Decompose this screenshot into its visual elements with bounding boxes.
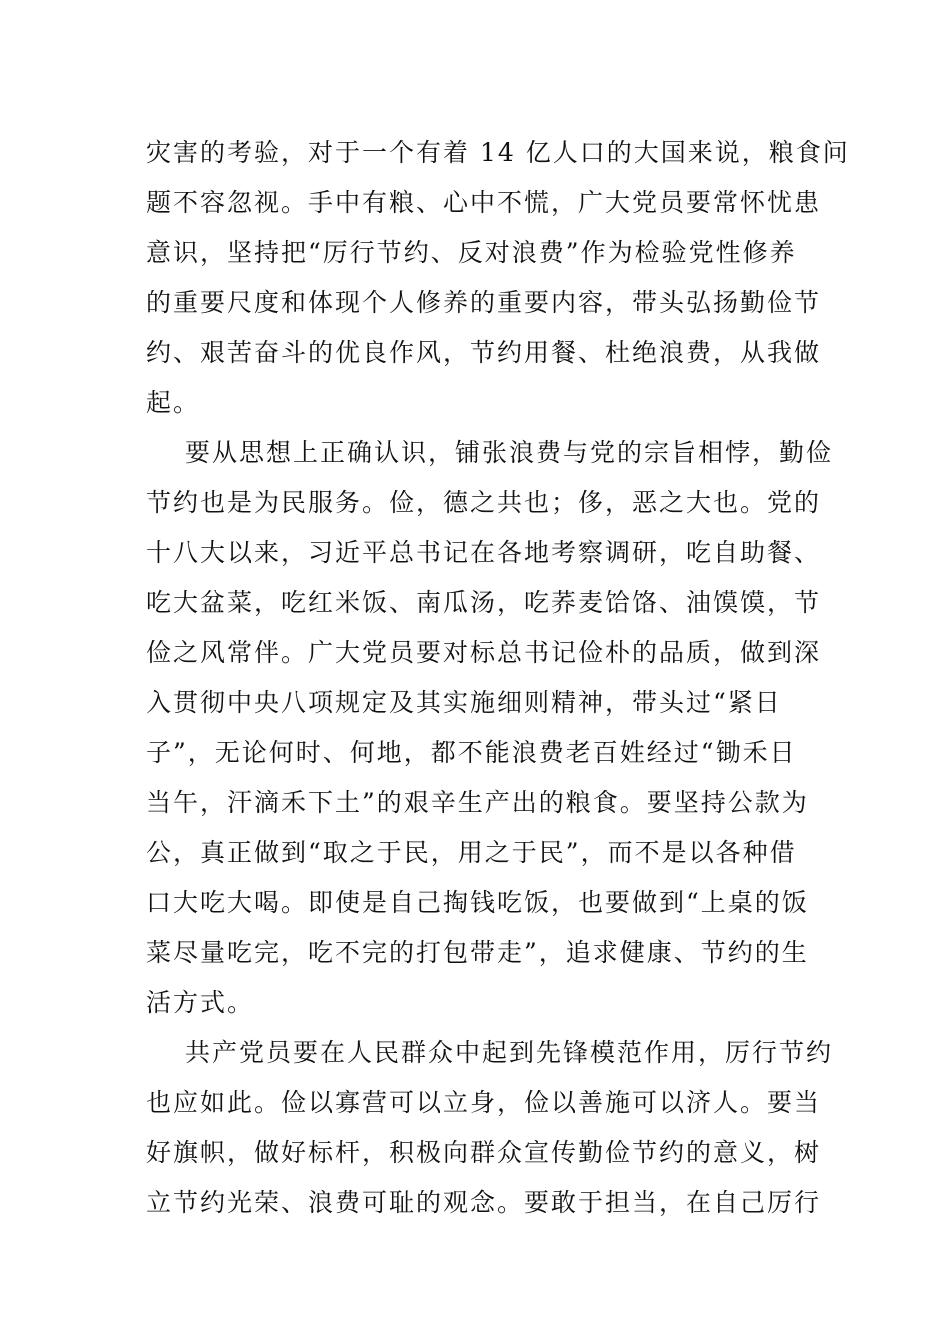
paragraph-line: 灾害的考验，对于一个有着 14 亿人口的大国来说，粮食问 [146, 138, 850, 167]
paragraph-line: 菜尽量吃完，吃不完的打包带走”，追求健康、节约的生 [146, 938, 809, 967]
paragraph-line: 好旗帜，做好标杆，积极向群众宣传勤俭节约的意义，树 [146, 1138, 822, 1167]
paragraph-line: 立节约光荣、浪费可耻的观念。要敢于担当，在自己厉行 [146, 1188, 822, 1217]
paragraph-line: 也应如此。俭以寡营可以立身，俭以善施可以济人。要当 [146, 1088, 822, 1117]
paragraph-line: 十八大以来，习近平总书记在各地考察调研，吃自助餐、 [146, 538, 822, 567]
paragraph-2 [146, 428, 834, 1028]
paragraph-line: 节约也是为民服务。俭，德之共也；侈，恶之大也。党的 [146, 488, 822, 517]
paragraph-3 [146, 1028, 834, 1228]
paragraph-line: 吃大盆菜，吃红米饭、南瓜汤，吃荞麦饸饹、油馍馍，节 [146, 588, 822, 617]
paragraph-line: 口大吃大喝。即使是自己掏钱吃饭，也要做到“上桌的饭 [146, 888, 809, 917]
paragraph-line: 子”，无论何时、何地，都不能浪费老百姓经过“锄禾日 [146, 738, 797, 767]
paragraph-line: 意识，坚持把“厉行节约、反对浪费”作为检验党性修养 [146, 238, 797, 267]
paragraph-line: 俭之风常伴。广大党员要对标总书记俭朴的品质，做到深 [146, 638, 822, 667]
paragraph-line: 活方式。 [146, 988, 255, 1017]
paragraph-line: 题不容忽视。手中有粮、心中不慌，广大党员要常怀忧患 [146, 188, 822, 217]
document-body [146, 128, 850, 1228]
paragraph-line: 共产党员要在人民群众中起到先锋模范作用，厉行节约 [185, 1038, 834, 1067]
paragraph-line: 要从思想上正确认识，铺张浪费与党的宗旨相悖，勤俭 [185, 438, 834, 467]
paragraph-line: 公，真正做到“取之于民，用之于民”，而不是以各种借 [146, 838, 797, 867]
paragraph-line: 当午，汗滴禾下土”的艰辛生产出的粮食。要坚持公款为 [146, 788, 809, 817]
paragraph-line: 约、艰苦奋斗的优良作风，节约用餐、杜绝浪费，从我做 [146, 338, 822, 367]
paragraph-line: 起。 [146, 388, 201, 417]
paragraph-1 [146, 128, 850, 428]
paragraph-line: 入贯彻中央八项规定及其实施细则精神，带头过“紧日 [146, 688, 782, 717]
paragraph-line: 的重要尺度和体现个人修养的重要内容，带头弘扬勤俭节 [146, 288, 822, 317]
